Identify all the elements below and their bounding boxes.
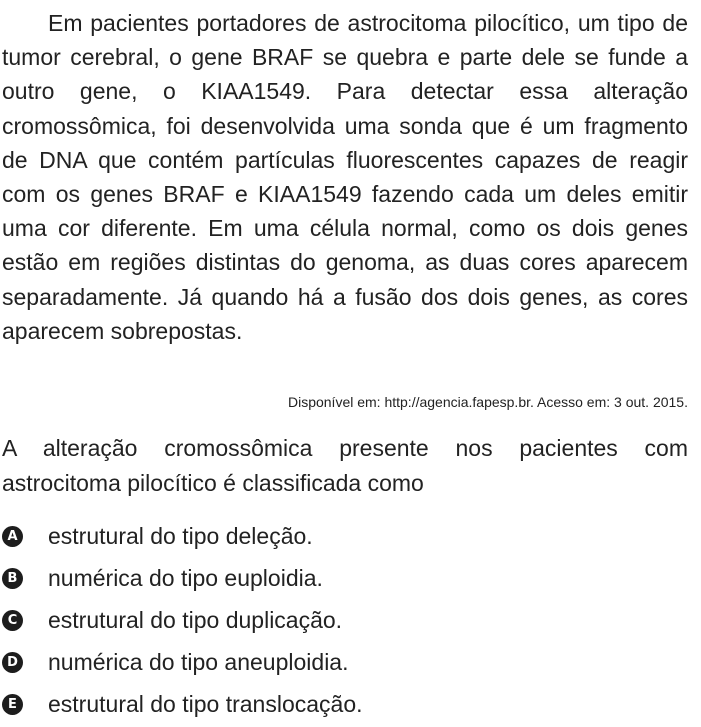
option-d-badge: D [2, 652, 23, 673]
option-e-text: estrutural do tipo translocação. [48, 691, 363, 717]
answer-options [2, 515, 688, 725]
option-a[interactable] [2, 515, 688, 557]
question-stem: A alteração cromossômica presente nos pacientes com astrocitoma pilocítico é classificada como [2, 435, 688, 496]
option-d[interactable] [2, 641, 688, 683]
option-b[interactable] [2, 557, 688, 599]
option-b-badge: B [2, 568, 23, 589]
option-c-text: estrutural do tipo duplicação. [48, 607, 343, 633]
option-a-text: estrutural do tipo deleção. [48, 523, 313, 549]
option-c-badge: C [2, 610, 23, 631]
source-citation: Disponível em: http://agencia.fapesp.br. Acesso em: 3 out. 2015. [287, 394, 688, 410]
option-c[interactable] [2, 599, 688, 641]
passage-text: Em pacientes portadores de astrocitoma pilocítico, um tipo de tumor cerebral, o gene BRAF se quebra e parte dele se funde a outro gene, o KIAA1549. Para detectar essa alteração cromossômica, foi desenvolvida uma sonda que é um fragmento de DNA que contém partículas fluorescentes capazes de reagir com os genes BRAF e KIAA1549 fazendo cada um deles emitir uma cor diferente. Em uma célula normal, como os dois genes estão em regiões distintas do genoma, as duas cores aparecem separadamente. Já quando há a fusão dos dois genes, as cores aparecem sobrepostas. [2, 10, 688, 344]
option-d-text: numérica do tipo aneuploidia. [48, 649, 349, 675]
option-a-badge: A [2, 526, 23, 547]
option-b-text: numérica do tipo euploidia. [48, 565, 323, 591]
option-e-badge: E [2, 694, 23, 715]
option-e[interactable] [2, 683, 688, 725]
